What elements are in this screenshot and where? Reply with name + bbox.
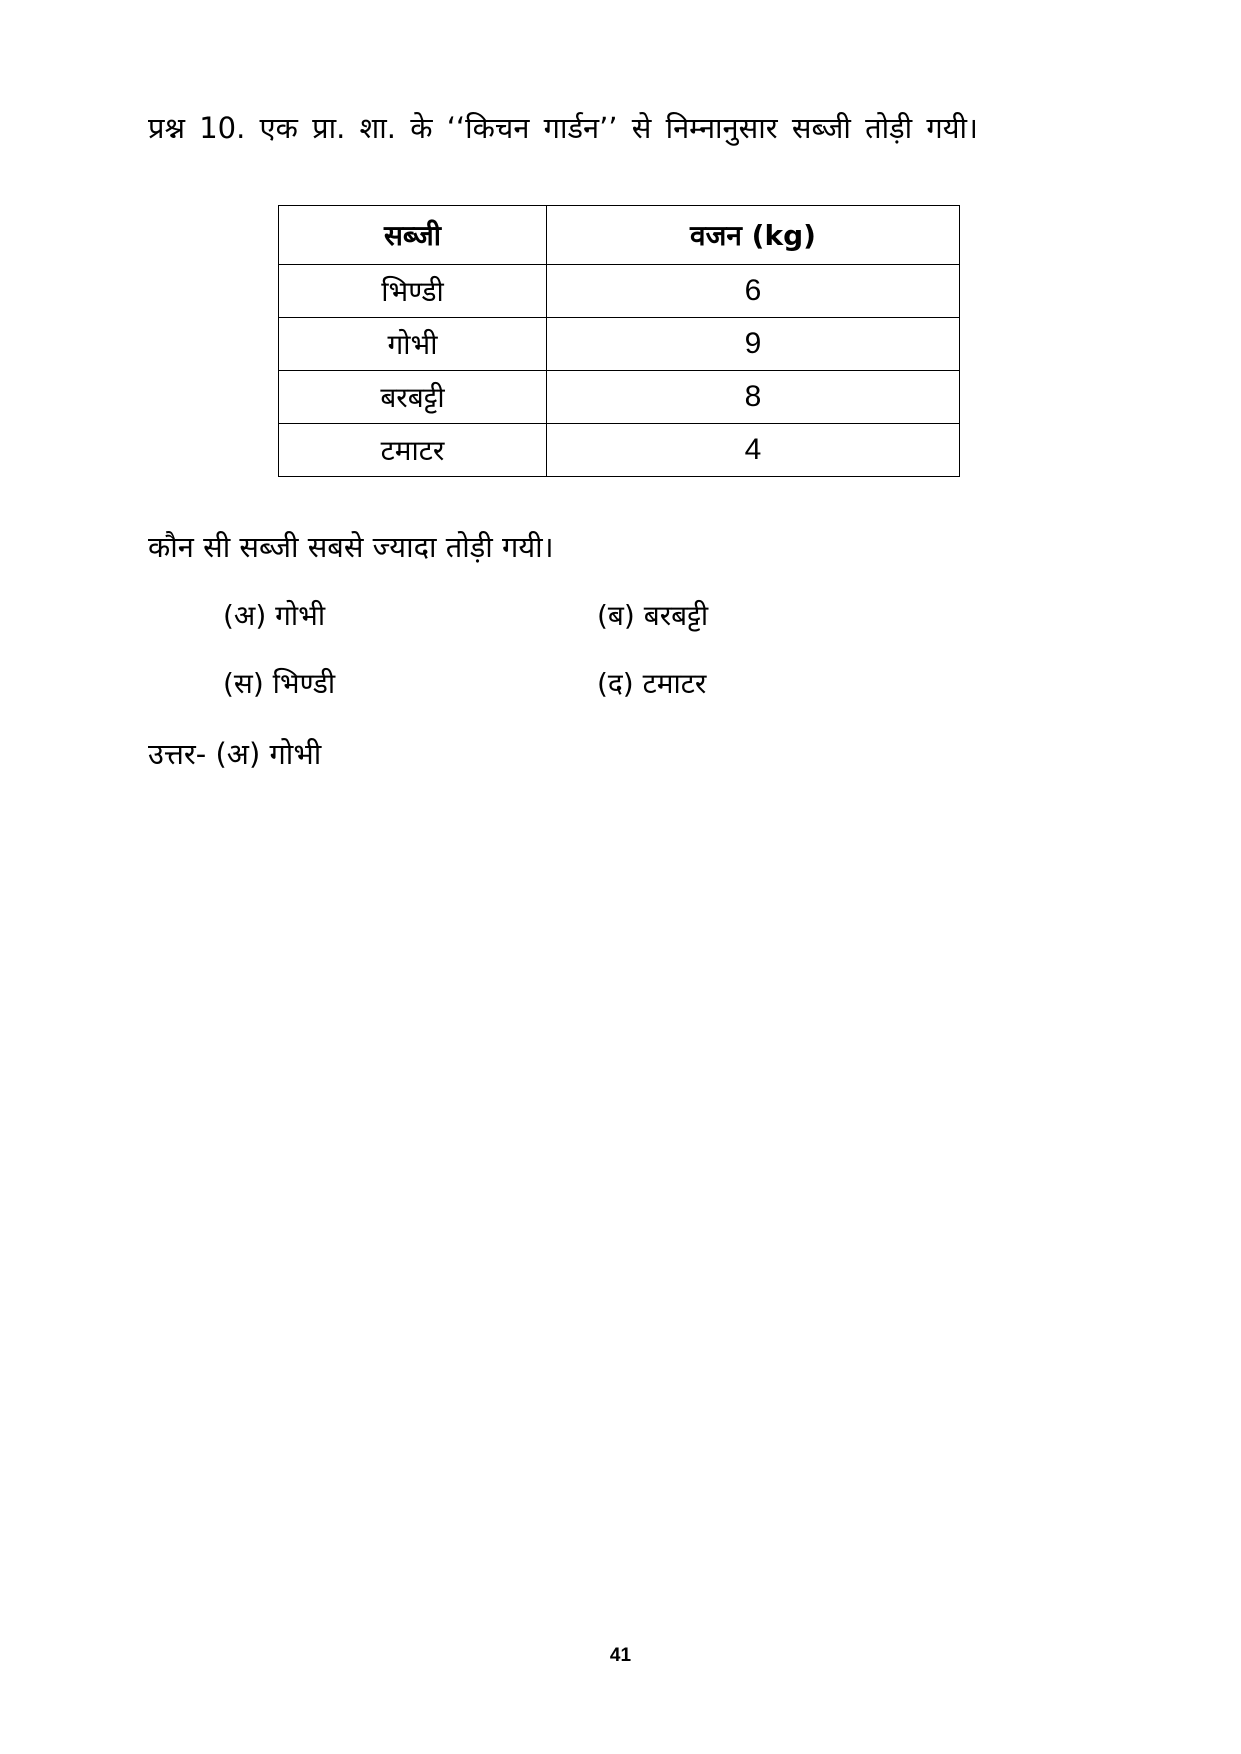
table-row: [279, 265, 960, 318]
weight-cell: 8: [547, 371, 960, 424]
weight-cell: 9: [547, 318, 960, 371]
page-number: 41: [609, 1645, 632, 1666]
vegetable-cell: बरबट्टी: [279, 371, 547, 424]
option-a: (अ) गोभी: [223, 599, 326, 632]
table-header-row: [279, 206, 960, 265]
vegetable-cell: भिण्डी: [279, 265, 547, 318]
table-row: [279, 424, 960, 477]
header-weight: वजन (kg): [547, 206, 960, 265]
vegetable-cell: टमाटर: [279, 424, 547, 477]
weight-cell: 4: [547, 424, 960, 477]
header-vegetable: सब्जी: [279, 206, 547, 265]
table-row: [279, 318, 960, 371]
question-text: प्रश्न 10. एक प्रा. शा. के ‘‘किचन गार्डन’’ से निम्नानुसार सब्जी तोड़ी गयी।: [148, 111, 979, 145]
option-b: (ब) बरबट्टी: [597, 599, 709, 632]
vegetable-cell: गोभी: [279, 318, 547, 371]
subquestion-text: कौन सी सब्जी सबसे ज्यादा तोड़ी गयी।: [148, 530, 554, 564]
answer-text: उत्तर- (अ) गोभी: [148, 737, 322, 771]
option-d: (द) टमाटर: [597, 667, 707, 700]
vegetable-weight-table: [278, 205, 960, 477]
option-c: (स) भिण्डी: [223, 667, 336, 700]
weight-cell: 6: [547, 265, 960, 318]
table-row: [279, 371, 960, 424]
